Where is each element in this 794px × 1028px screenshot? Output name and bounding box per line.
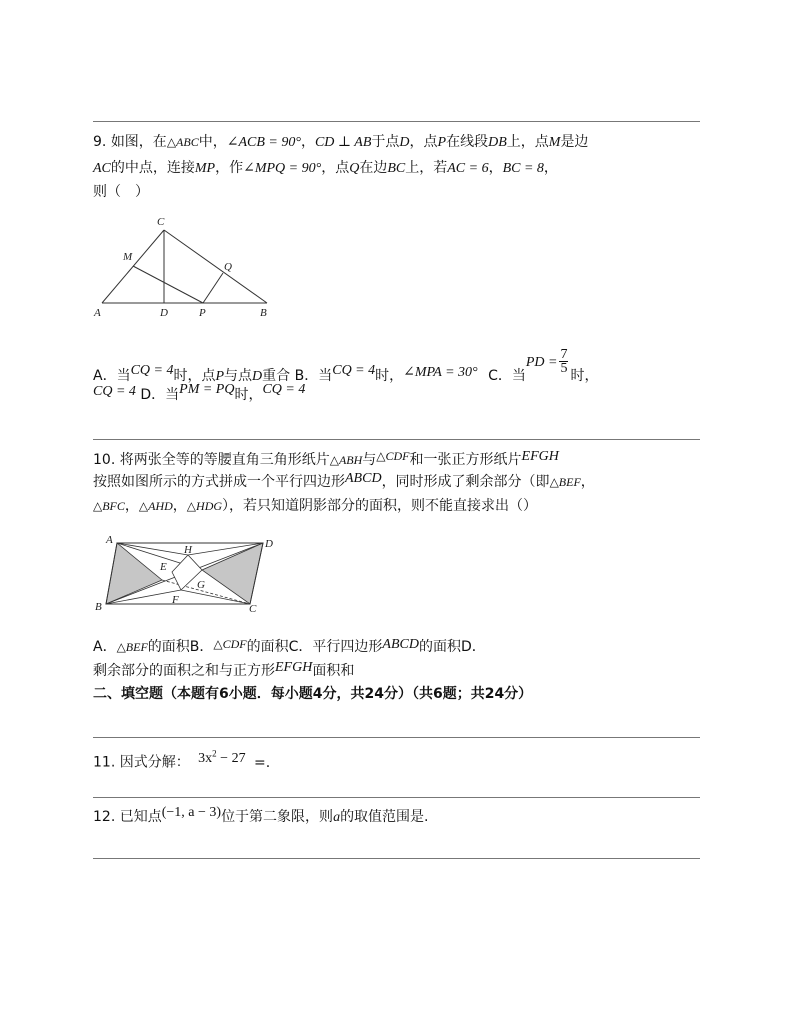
q9-fraction-7-5: $\frac{7}{5}$ <box>560 347 568 376</box>
q9-option-b[interactable]: B．当CQ = 4时，∠MPA = 30° <box>294 362 478 384</box>
section-2-heading: 二、填空题（本题有6小题．每小题4分，共24分）（共6题；共24分） <box>93 686 533 702</box>
q11-line: 11. 因式分解： $3x^2 - 27$ =. <box>93 748 271 771</box>
q9-option-a[interactable]: A．当CQ = 4时，点P与点D重合 <box>93 362 291 384</box>
q9-option-d[interactable]: D．当PM = PQ时，CQ = 4 <box>140 382 306 403</box>
q11-expression: $3x^2 - 27$ <box>198 748 246 766</box>
q9-options-line1 <box>93 347 599 389</box>
q12-line: 12. 已知点(−1, a − 3)位于第二象限，则a的取值范围是. <box>93 805 429 825</box>
q12-number: 12. <box>93 809 120 825</box>
q10-label-b: B <box>95 601 102 613</box>
q10-options-line2: 剩余部分的面积之和与正方形EFGH面积和 <box>93 660 355 679</box>
q10-parallelogram-figure <box>92 530 292 620</box>
q9-segment-mp <box>133 266 203 303</box>
q10-line3: △BFC，△AHD，△HDG），若只知道阴影部分的面积，则不能直接求出（） <box>93 498 538 514</box>
q9-label-c: C <box>157 216 165 228</box>
q9-label-p: P <box>199 307 206 319</box>
divider-bottom <box>93 858 700 859</box>
q9-label-m: M <box>123 251 133 263</box>
q9-label-d: D <box>160 307 168 319</box>
q9-label-b: B <box>260 307 267 319</box>
q10-option-d[interactable]: D． <box>460 639 486 655</box>
q9-line3: 则（ ） <box>93 184 149 200</box>
q9-label-a: A <box>94 307 101 319</box>
divider-q12 <box>93 797 700 798</box>
q10-options-line1 <box>93 638 486 657</box>
q10-label-g: G <box>197 579 205 591</box>
q9-side-bc <box>164 230 267 303</box>
q10-option-b[interactable]: B．△CDF的面积 <box>189 637 289 655</box>
q9-segment-pq <box>203 273 223 303</box>
q10-label-d: D <box>265 538 273 550</box>
q9-triangle-figure <box>90 212 280 322</box>
divider-q10 <box>93 439 700 440</box>
q9-option-c[interactable]: C．当PD = $\frac{7}{5}$ 时， <box>488 347 599 384</box>
q10-option-a[interactable]: A．△BEF的面积 <box>93 639 190 655</box>
divider-top <box>93 121 700 122</box>
divider-q11 <box>93 737 700 738</box>
q10-number: 10. <box>93 452 120 468</box>
q10-line2: 按照如图所示的方式拼成一个平行四边形ABCD，同时形成了剩余部分（即△BEF， <box>93 471 595 490</box>
q10-label-h: H <box>184 544 192 556</box>
q10-line1: 10. 将两张全等的等腰直角三角形纸片△ABH与△CDF和一张正方形纸片EFGH <box>93 449 559 468</box>
q9-number: 9. <box>93 134 111 150</box>
q9-line2: AC的中点，连接MP，作∠MPQ = 90°，点Q在边BC上，若AC = 6，BC = 8， <box>93 160 558 176</box>
q9-options-line2: CQ = 4 D．当PM = PQ时，CQ = 4 <box>93 382 306 403</box>
q10-label-e: E <box>160 561 167 573</box>
q11-number: 11. <box>93 754 120 771</box>
q10-option-c[interactable]: C．平行四边形ABCD的面积 <box>288 637 461 655</box>
q9-label-q: Q <box>224 261 232 273</box>
q10-label-c: C <box>249 603 257 615</box>
q10-label-f: F <box>172 594 179 606</box>
q10-label-a: A <box>106 534 113 546</box>
q10-shaded-region-right <box>202 543 263 604</box>
q9-line1: 9. 如图，在△ABC中，∠ACB = 90°，CD ⊥ AB于点D，点P在线段DB上，点M是边 <box>93 134 589 150</box>
